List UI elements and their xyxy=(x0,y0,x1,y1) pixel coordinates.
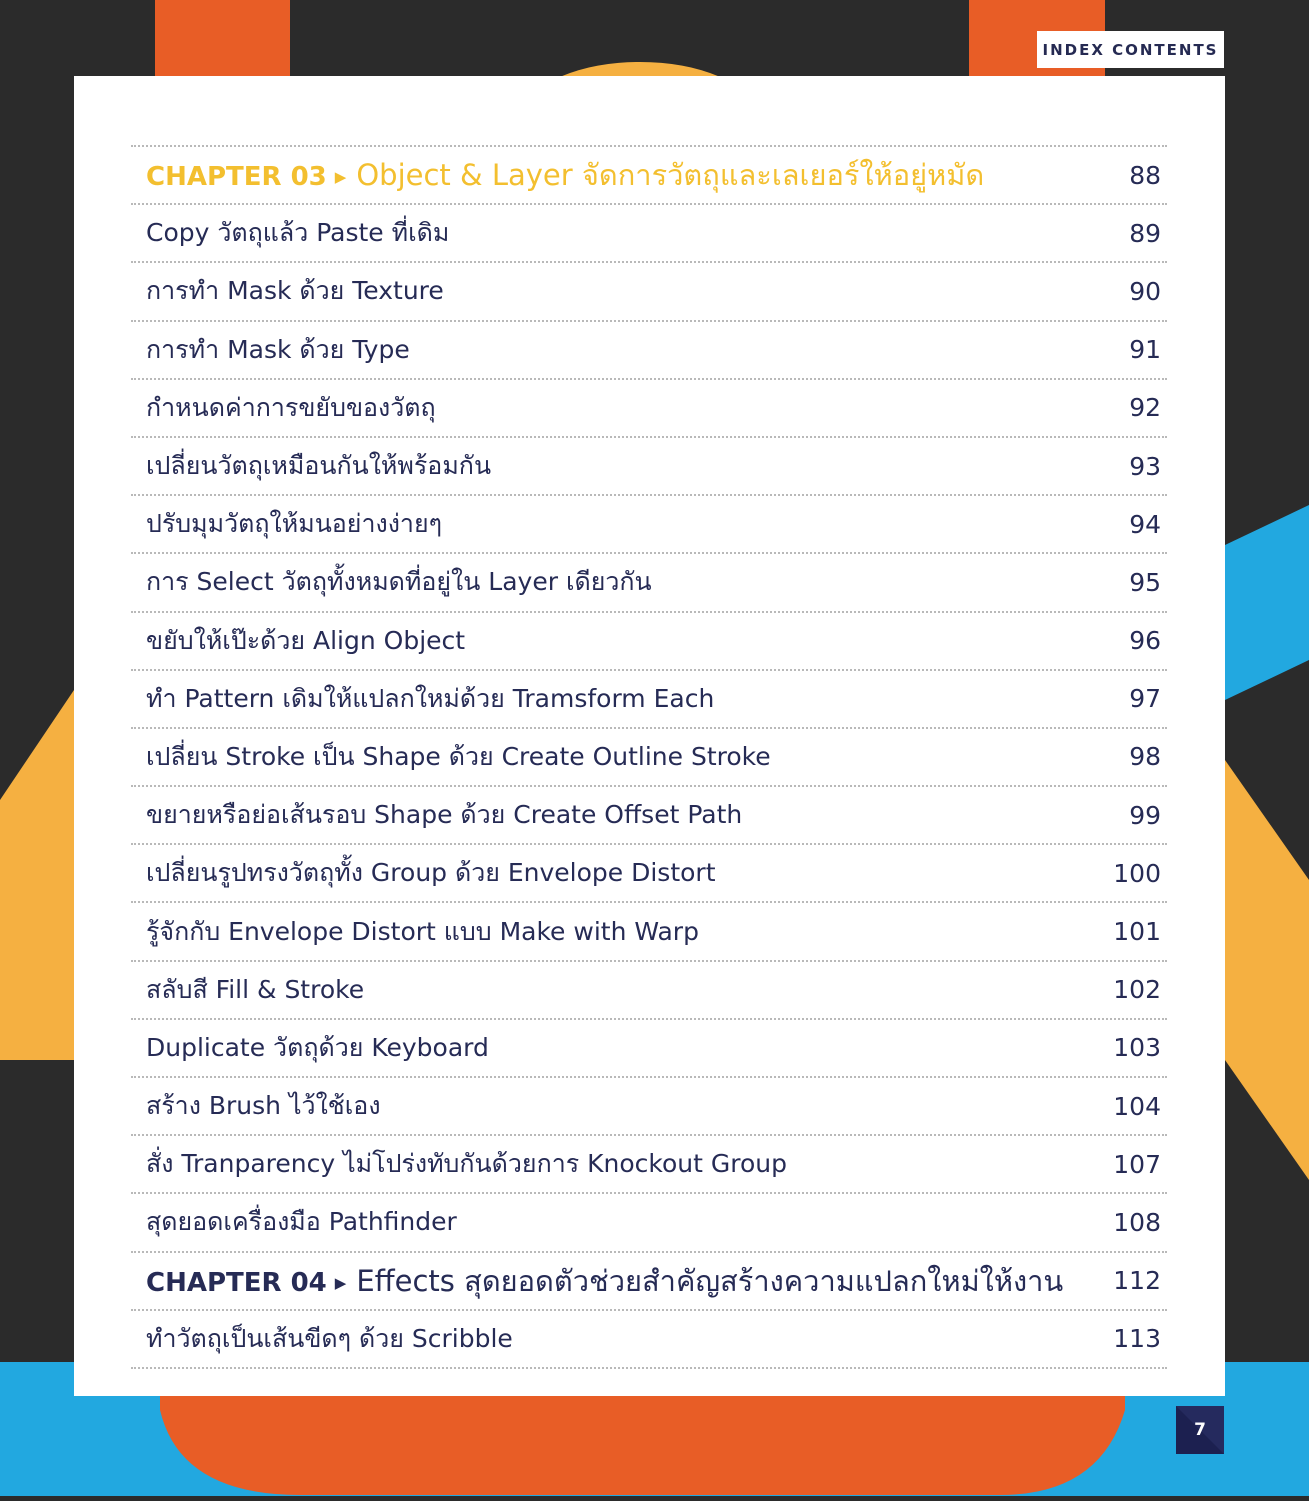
page-number: 108 xyxy=(1113,1207,1161,1237)
chapter-label: CHAPTER 04 xyxy=(146,1267,327,1298)
chapter-name: Object & Layer จัดการวัตถุและเลเยอร์ให้อยู่หมัด xyxy=(356,158,985,193)
toc-item-title: ขยับให้เป๊ะด้วย Align Object xyxy=(146,625,466,655)
page-number: 101 xyxy=(1113,917,1161,947)
toc-item-title: สุดยอดเครื่องมือ Pathfinder xyxy=(146,1207,457,1237)
contents-panel xyxy=(74,76,1225,1396)
toc-item[interactable] xyxy=(131,1311,1167,1369)
chapter-label: CHAPTER 03 xyxy=(146,162,327,193)
page-number-text: 7 xyxy=(1194,1420,1206,1440)
page-number: 107 xyxy=(1113,1149,1161,1179)
toc-item[interactable] xyxy=(131,962,1167,1020)
toc-item[interactable] xyxy=(131,496,1167,554)
toc-item-title: การทำ Mask ด้วย Texture xyxy=(146,276,444,306)
page-number: 95 xyxy=(1129,567,1161,597)
toc-item[interactable] xyxy=(131,1020,1167,1078)
page-number: 90 xyxy=(1129,276,1161,306)
toc-item[interactable] xyxy=(131,671,1167,729)
page-number: 113 xyxy=(1113,1324,1161,1354)
toc-item-title: เปลี่ยนรูปทรงวัตถุทั้ง Group ด้วย Envelope Distort xyxy=(146,858,716,888)
table-of-contents xyxy=(131,145,1167,1369)
page-number: 89 xyxy=(1129,218,1161,248)
toc-item-title: เปลี่ยนวัตถุเหมือนกันให้พร้อมกัน xyxy=(146,451,492,481)
page-number: 88 xyxy=(1129,160,1161,190)
toc-item[interactable] xyxy=(131,438,1167,496)
toc-item[interactable] xyxy=(131,787,1167,845)
toc-item-title: เปลี่ยน Stroke เป็น Shape ด้วย Create Outline Stroke xyxy=(146,741,771,771)
toc-item[interactable] xyxy=(131,1078,1167,1136)
play-arrow-icon: ▶ xyxy=(334,1273,347,1292)
toc-item-title: สั่ง Tranparency ไม่โปร่งทับกันด้วยการ Knockout Group xyxy=(146,1149,787,1179)
toc-item[interactable] xyxy=(131,205,1167,263)
toc-item-title: ทำวัตถุเป็นเส้นขีดๆ ด้วย Scribble xyxy=(146,1323,513,1353)
page-number: 91 xyxy=(1129,335,1161,365)
page-number: 99 xyxy=(1129,800,1161,830)
toc-item[interactable] xyxy=(131,554,1167,612)
page-number: 100 xyxy=(1113,858,1161,888)
toc-item[interactable] xyxy=(131,729,1167,787)
chapter-title xyxy=(146,1258,1063,1304)
toc-item[interactable] xyxy=(131,845,1167,903)
page-number: 98 xyxy=(1129,742,1161,772)
page-number: 93 xyxy=(1129,451,1161,481)
page-number: 96 xyxy=(1129,626,1161,656)
toc-item-title: Duplicate วัตถุด้วย Keyboard xyxy=(146,1032,489,1062)
toc-item-title: สร้าง Brush ไว้ใช้เอง xyxy=(146,1091,381,1121)
chapter-title xyxy=(146,152,984,198)
toc-item[interactable] xyxy=(131,1136,1167,1194)
toc-item-title: ทำ Pattern เดิมให้แปลกใหม่ด้วย Tramsform Each xyxy=(146,683,715,713)
toc-item-title: การทำ Mask ด้วย Type xyxy=(146,334,410,364)
play-arrow-icon: ▶ xyxy=(334,168,347,187)
toc-item-title: กำหนดค่าการขยับของวัตถุ xyxy=(146,392,436,422)
toc-item[interactable] xyxy=(131,1194,1167,1252)
toc-item[interactable] xyxy=(131,380,1167,438)
toc-item-title: ขยายหรือย่อเส้นรอบ Shape ด้วย Create Offset Path xyxy=(146,800,743,830)
chapter-04-heading[interactable] xyxy=(131,1253,1167,1311)
toc-item-title: ปรับมุมวัตถุให้มนอย่างง่ายๆ xyxy=(146,509,443,539)
chapter-name: Effects สุดยอดตัวช่วยสำคัญสร้างความแปลกใหม่ให้งาน xyxy=(356,1263,1064,1298)
toc-item-title: รู้จักกับ Envelope Distort แบบ Make with Warp xyxy=(146,916,699,946)
page-number: 103 xyxy=(1113,1033,1161,1063)
toc-item-title: สลับสี Fill & Stroke xyxy=(146,974,365,1004)
toc-item-title: Copy วัตถุแล้ว Paste ที่เดิม xyxy=(146,218,450,248)
toc-item[interactable] xyxy=(131,263,1167,321)
page-number: 97 xyxy=(1129,684,1161,714)
toc-item[interactable] xyxy=(131,903,1167,961)
page-number: 94 xyxy=(1129,509,1161,539)
toc-item[interactable] xyxy=(131,322,1167,380)
page-number: 102 xyxy=(1113,975,1161,1005)
page-number: 104 xyxy=(1113,1091,1161,1121)
toc-item[interactable] xyxy=(131,613,1167,671)
page-number-badge xyxy=(1176,1406,1224,1454)
page-number: 92 xyxy=(1129,393,1161,423)
chapter-03-heading[interactable] xyxy=(131,147,1167,205)
page-number: 112 xyxy=(1113,1266,1161,1296)
toc-item-title: การ Select วัตถุทั้งหมดที่อยู่ใน Layer เดียวกัน xyxy=(146,567,652,597)
index-contents-tag: INDEX CONTENTS xyxy=(1037,31,1224,68)
